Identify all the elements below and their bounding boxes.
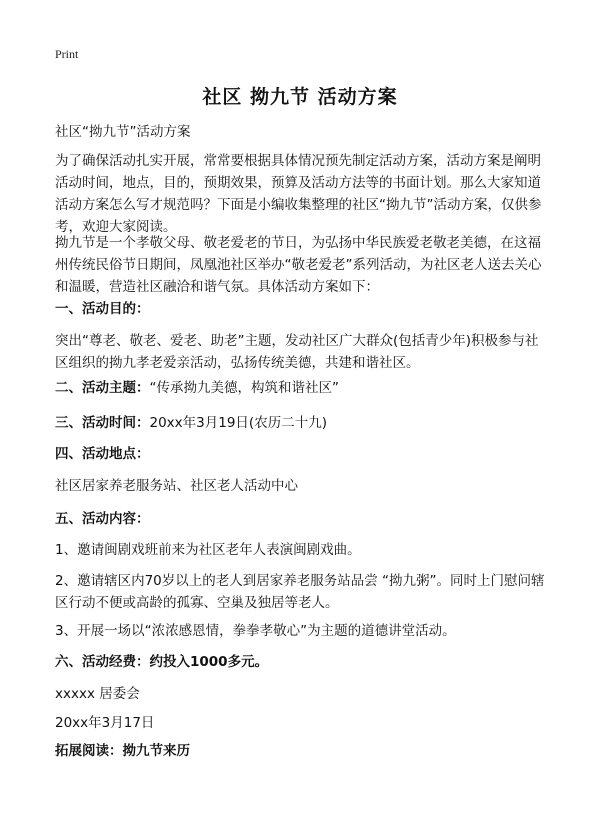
section1-body: 突出“尊老、敬老、爱老、助老”主题，发动社区广大群众(包括青少年)积极参与社区组织的拗九孝老爱亲活动，弘扬传统美德，共建和谐社区。 [55,333,539,371]
section3-heading: 三、活动时间： [55,415,150,431]
section1-heading: 一、活动目的： [55,301,150,317]
section4-body: 社区居家养老服务站、社区老人活动中心 [55,478,298,494]
section5-heading: 五、活动内容： [55,511,150,527]
document-date: 20xx年3月17日 [55,715,155,731]
section3 [55,412,550,434]
content-item-1: 1、邀请闽剧戏班前来为社区老年人表演闽剧戏曲。 [55,542,361,558]
extended-reading-heading: 拓展阅读：拗九节来历 [55,743,190,759]
page-title: 社区 拗九节 活动方案 [202,86,398,108]
section2-body: “传承拗九美德，构筑和谐社区” [149,380,339,396]
section3-body: 20xx年3月19日(农历二十九) [149,415,327,431]
section4-heading: 四、活动地点： [55,446,150,462]
content-item-2: 2、邀请辖区内70岁以上的老人到居家养老服务站品尝 “拗九粥”。同时上门慰问辖区行动不便或高龄的孤寡、空巢及独居等老人。 [55,573,545,611]
background-paragraph: 拗九节是一个孝敬父母、敬老爱老的节日，为弘扬中华民族爱老敬老美德，在这福州传统民俗节日期间，凤凰池社区举办“敬老爱老”系列活动，为社区老人送去关心和温暖，营造社区融洽和谐气氛。具体活动方案如下： [55,235,542,295]
section2 [55,377,550,399]
print-label: Print [55,47,79,61]
intro-paragraph: 为了确保活动扎实开展，常常要根据具体情况预先制定活动方案，活动方案是阐明活动时间，地点，目的，预期效果，预算及活动方法等的书面计划。那么大家知道活动方案怎么写才规范吗？下面是小编收集整理的社区“拗九节”活动方案，仅供参考，欢迎大家阅读。 [55,153,542,235]
doc-subtitle: 社区“拗九节”活动方案 [55,124,191,140]
content-item-3: 3、开展一场以“浓浓感恩情，拳拳孝敬心”为主题的道德讲堂活动。 [55,623,456,639]
organizer: xxxxx 居委会 [55,686,140,702]
section2-heading: 二、活动主题： [55,380,150,396]
section6-budget: 六、活动经费：约投入1000多元。 [55,654,269,670]
